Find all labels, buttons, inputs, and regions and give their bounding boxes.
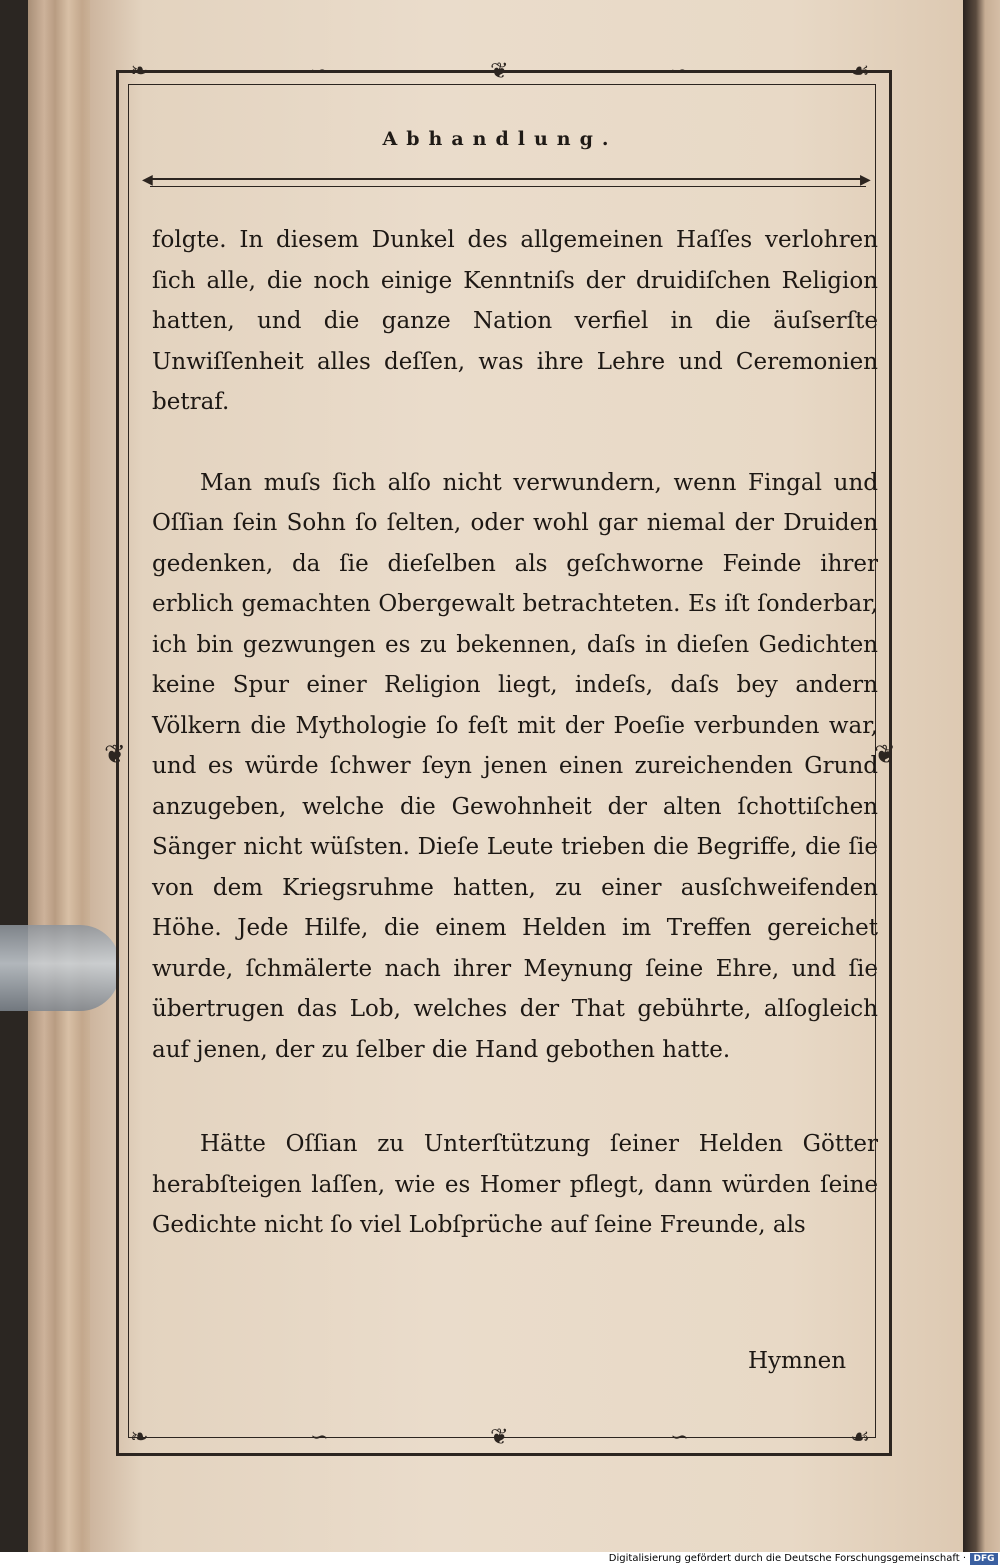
digitization-credit: Digitalisierung gefördert durch die Deutsche Forschungsgemeinschaft · [0,1552,1000,1566]
right-border-ornament: ❦ [874,740,896,770]
rule-left-cap: ◀ [142,172,153,188]
facing-page-edge [963,0,1000,1552]
body-text [152,220,878,1246]
bottom-border-ornament: ❧ ∽ ❦ ∽ ☙ [130,1424,870,1450]
running-title: Abhandlung. [382,128,618,150]
top-border-ornament: ❧ ∽ ❦ ∽ ☙ [130,58,870,84]
scan-holder-clip [0,925,120,1011]
catchword: Hymnen [748,1348,847,1374]
rule-right-cap: ▶ [860,172,871,188]
left-border-ornament: ❦ [104,740,126,770]
paragraph: Man muſs ſich alſo nicht verwundern, wenn Fingal und Oſſian ſein Sohn ſo ſelten, oder wohl gar niemal der Druiden gedenken, da ſie dieſelben als geſchworne Feinde ihrer erblich gemachten Obergewalt betrachteten. Es iſt ſonderbar, ich bin gezwungen es zu bekennen, daſs in dieſen Gedichten keine Spur einer Religion liegt, indeſs, daſs bey andern Völkern die Mythologie ſo feſt mit der Poeſie verbunden war, und es würde ſchwer ſeyn jenen einen zureichenden Grund anzugeben, welche die Gewohnheit der alten ſchottiſchen Sänger nicht wüſsten. Dieſe Leute trieben die Begriffe, die ſie von dem Kriegsruhme hatten, zu einer ausſchweifenden Höhe. Jede Hilfe, die einem Helden im Treffen gereichet wurde, ſchmälerte nach ihrer Meynung ſeine Ehre, und ſie übertrugen das Lob, welches der That gebührte, alſogleich auf jenen, der zu ſelber die Hand gebothen hatte. [152,469,878,1063]
paragraph: Hätte Oſſian zu Unterſtützung ſeiner Helden Götter herabſteigen laſſen, wie es Homer pflegt, dann würden ſeine Gedichte nicht ſo viel Lobſprüche auf ſeine Freunde, als [152,1131,878,1238]
dfg-logo: DFG [970,1553,998,1565]
header-rule [150,178,866,187]
paragraph: folgte. In diesem Dunkel des allgemeinen Haſſes verlohren ſich alle, die noch einige Kenntniſs der druidiſchen Religion hatten, und die ganze Nation verfiel in die äuſserſte Unwiſſenheit alles deſſen, was ihre Lehre und Ceremonien betraf. [152,227,878,415]
